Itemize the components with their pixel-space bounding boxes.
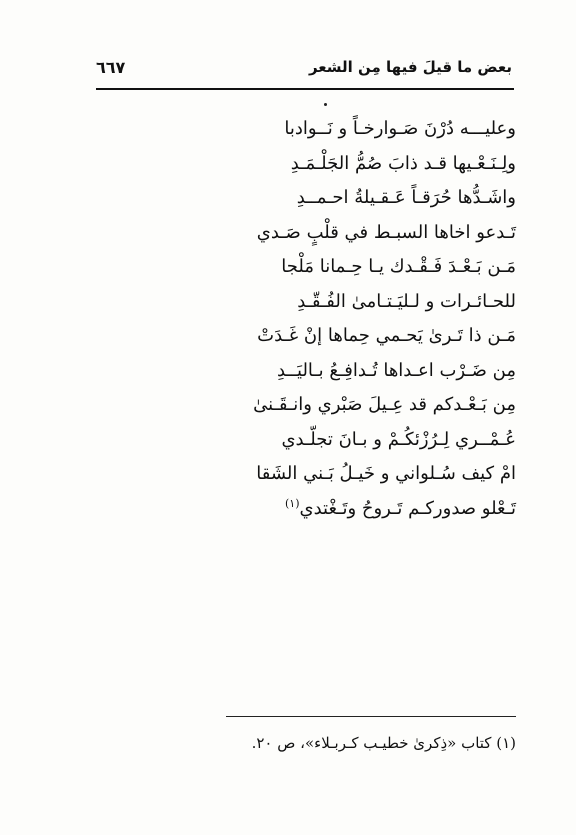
verse-line: مَـن بَـعْـدَ فَـقْـدك يـا حِـمانا مَلْجا — [281, 256, 516, 277]
footnote-reference[interactable]: (١) — [285, 496, 300, 510]
verse-line: امْ كيف سُـلواني و خَيـلُ بَـني الشَقا — [256, 463, 516, 484]
verse-line: للحـائـرات و لـليَـتـامىٰ الفُـقّـدِ — [297, 290, 516, 312]
verse-line: وعليـــه دُرْنَ صَـوارخـاً و نَــوادبا — [284, 118, 516, 139]
header-title: بعض ما قيلَ فيها مِن الشعر — [308, 58, 512, 76]
footnote-separator — [226, 716, 516, 717]
verse-line: مَـن ذا تَـرىٰ يَحـمي حِماها إنْ غَـدَتْ — [257, 325, 516, 346]
decorative-dot — [324, 103, 327, 106]
verse-line: عُـمْــري لِـرُزْئكُـمْ و بـانَ تجلّـدي — [281, 428, 516, 450]
verse-line: تَـعْلو صدوركـم تَـروحُ وتَـغْتدي$^{(١)}$ — [285, 496, 516, 519]
verse-line: واشَـدُّها حُرَقـاً عَـقـيلةُ احـمــدِ — [296, 187, 516, 208]
footnote: (١) كتاب «ذِكرىٰ خطيـب كـربـلاء»، ص ٢٠. — [251, 734, 516, 752]
verse-line: مِن ضَـرْب اعـداها تُـدافِـعُ بـاليَــدِ — [277, 359, 516, 381]
poem-verses — [96, 112, 516, 526]
verse-line: مِن بَـعْـدكم قد عِـيلَ صَبْري وانـقَـنىٰ — [253, 394, 516, 415]
page-number: ٦٦٧ — [96, 58, 126, 77]
verse-line: ولِـنَـعْـيها قـد ذابَ صُمُّ الجَلْـمَـدِ — [290, 152, 516, 174]
verse-line: تَـدعو اخاها السبـط في قلْبٍ صَـدي — [256, 221, 516, 243]
header-rule — [96, 88, 514, 90]
running-header — [96, 58, 512, 82]
